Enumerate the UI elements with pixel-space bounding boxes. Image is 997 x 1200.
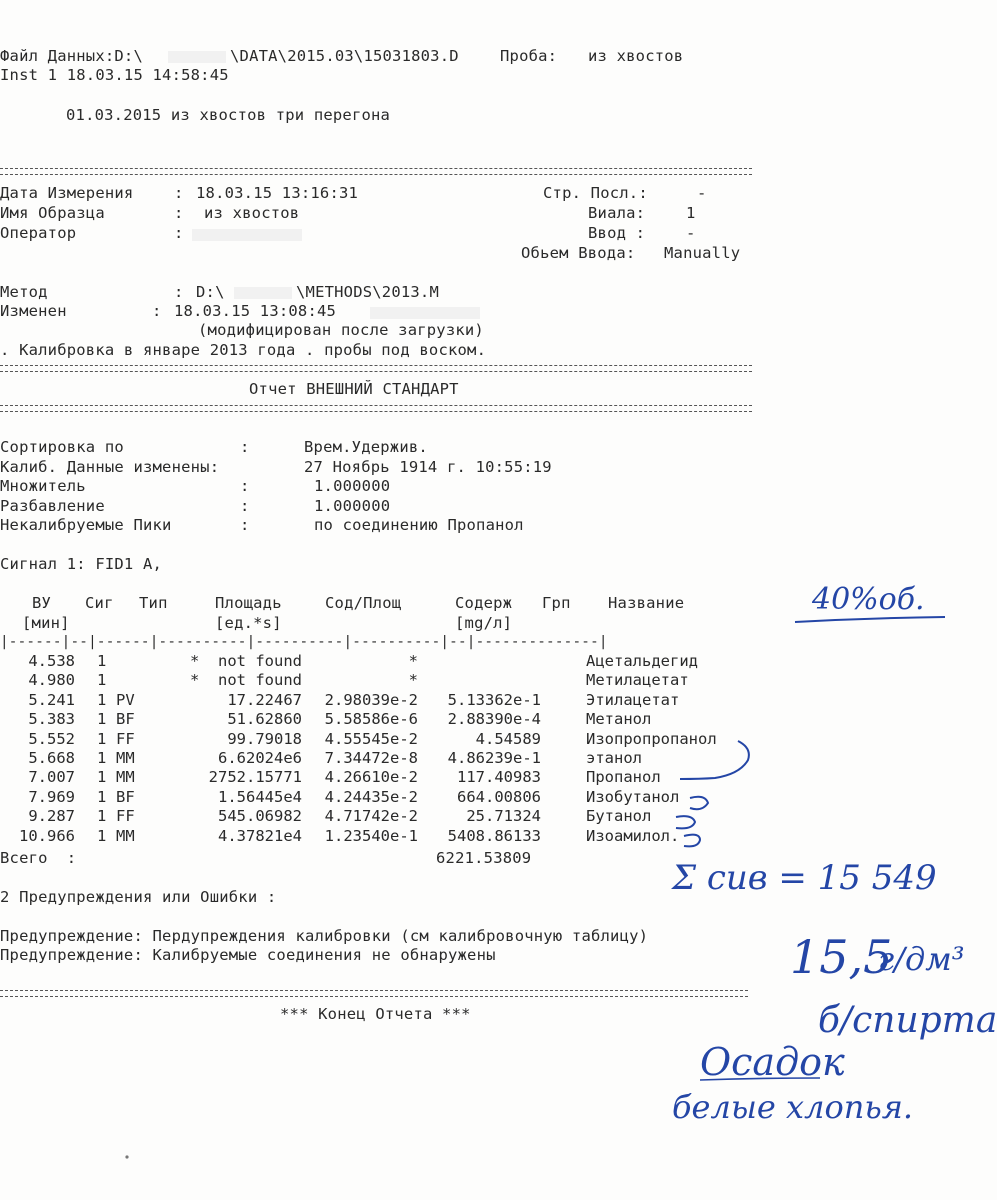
cell-amt-area: 4.55545e-2 [324,729,418,748]
cell-sig: 1 [97,787,107,806]
setting-label: Множитель [0,477,86,495]
cell-sig: 1 [97,826,107,845]
vial-value: 1 [686,204,696,222]
cell-amt-area: 4.26610e-2 [324,768,418,787]
unit-amount: [mg/л] [455,614,513,632]
cell-rt: 4.980 [28,671,75,690]
setting-value: 1.000000 [314,477,391,495]
cell-area: 6.62024e6 [218,749,302,767]
unit-rt: [мин] [22,614,70,632]
cell-area: 51.62860 [227,710,302,729]
cell-amt-area: 1.23540e-1 [324,826,418,845]
cell-amount: 664.00806 [457,787,541,806]
cell-sig: 1 [97,710,107,729]
calibration-note: . Калибровка в январе 2013 года . пробы под воском. [0,341,487,359]
sample-label: Проба: [500,47,558,65]
underline-stroke [700,1078,820,1080]
total-value: 6221.53809 [436,849,532,867]
col-header-name: Название [608,594,685,612]
handwritten-spirit: б/спирта [818,1000,997,1041]
sample-value: из хвостов [588,47,684,65]
cell-sig: 1 [97,652,107,670]
colon: : [152,302,162,320]
cell-name: этанол [586,749,642,767]
bracket-stroke [676,816,695,828]
cell-name: Метанол [586,710,652,729]
cell-rt: 5.668 [28,749,75,767]
handwritten-density-unit: г/дм³ [878,940,965,978]
cell-sig: 1 [97,768,107,787]
cell-amt-area: 2.98039e-2 [324,690,418,709]
stray-dot [125,1155,128,1158]
setting-value: Врем.Удержив. [304,438,428,456]
warnings-title: 2 Предупреждения или Ошибки : [0,888,277,906]
cell-amt-area: * [408,652,418,670]
handwritten-density: 15,5 [790,930,893,984]
injection-volume-value: Manually [664,244,741,262]
cell-name: Изопропропанол [586,729,717,748]
modified-note: (модифицирован после загрузки) [198,321,484,339]
col-header-sig: Сиг [85,594,114,612]
cell-type: MM [116,768,135,787]
method-drive: D:\ [196,283,225,301]
cell-amount: 4.86239e-1 [447,749,541,767]
cell-area: 99.79018 [227,729,302,748]
method-path: \METHODS\2013.M [296,283,439,301]
cell-amount: 5.13362e-1 [447,690,541,709]
cell-type: FF [116,729,135,748]
setting-label: Некалибруемые Пики [0,516,172,534]
colon: : [174,283,184,301]
date-label: Дата Измерения [0,184,134,202]
cell-type: BF [116,710,135,729]
col-header-group: Грп [542,594,571,612]
position-value: - [697,184,707,202]
cell-rt: 9.287 [28,807,75,826]
cell-sig: 1 [97,671,107,690]
colon: : [174,224,184,242]
cell-area: 545.06982 [218,807,302,826]
handwritten-sediment-1: Осадок [700,1040,845,1084]
colon: : [174,184,184,202]
cell-sig: 1 [97,729,107,748]
warning-line: Предупреждение: Калибруемые соединения не обнаружены [0,946,496,964]
cell-name: Ацетальдегид [586,652,698,670]
cell-name: Бутанол [586,807,652,826]
inst-line: Inst 1 18.03.15 14:58:45 [0,66,229,84]
cell-area: * not found [190,671,302,690]
cell-amt-area: * [408,671,418,690]
injection-label: Ввод : [588,224,646,242]
cell-amount: 117.40983 [457,768,541,787]
col-header-amount: Содерж [455,594,513,612]
cell-name: Метилацетат [586,671,689,690]
cell-area: * not found [190,652,302,670]
cell-area: 4.37821e4 [218,826,302,845]
colon: : [240,516,250,534]
cell-sig: 1 [97,807,107,826]
cell-rt: 7.969 [28,787,75,806]
col-header-area: Площадь [215,594,282,612]
setting-value: по соединению Пропанол [314,516,524,534]
cell-amt-area: 4.71742e-2 [324,807,418,826]
cell-amount: 2.88390e-4 [447,710,541,729]
col-header-type: Тип [139,594,168,612]
cell-name: Пропанол [586,768,661,787]
cell-rt: 7.007 [28,768,75,787]
cell-sig: 1 [97,749,107,767]
unit-area: [ед.*s] [215,614,282,632]
cell-type: MM [116,826,135,845]
cell-amt-area: 5.58586e-6 [324,710,418,729]
cell-rt: 5.552 [28,729,75,748]
total-label: Всего : [0,849,77,867]
cell-type: BF [116,787,135,806]
cell-rt: 10.966 [19,826,75,845]
operator-label: Оператор [0,224,77,242]
cell-area: 1.56445e4 [218,787,302,806]
cell-amount: 5408.86133 [447,826,541,845]
date-value: 18.03.15 13:16:31 [196,184,359,202]
cell-rt: 4.538 [28,652,75,670]
handwritten-percent: 40%об. [812,582,925,617]
cell-rt: 5.241 [28,690,75,709]
sample-name-label: Имя Образца [0,204,105,222]
table-separator: |------|--|------|----------|----------|----------|--|--------------| [0,634,608,650]
cell-amt-area: 4.24435e-2 [324,787,418,806]
cell-amt-area: 7.34472e-8 [324,749,418,767]
file-path: \DATA\2015.03\15031803.D [230,47,459,65]
method-label: Метод [0,283,48,301]
position-label: Стр. Посл.: [543,184,648,202]
underline-stroke [795,617,945,622]
cell-amount: 25.71324 [466,807,541,826]
cell-type: FF [116,807,135,826]
sample-name-value: из хвостов [204,204,300,222]
cell-rt: 5.383 [28,710,75,729]
cell-type: MM [116,749,135,767]
cell-name: Этилацетат [586,690,680,709]
cell-area: 2752.15771 [208,768,302,787]
handwritten-sum: Σ сив = 15 549 [672,858,937,898]
signal-line: Сигнал 1: FID1 A, [0,555,163,573]
injection-volume-label: Обьем Ввода: [521,244,636,262]
cell-type: PV [116,690,135,709]
colon: : [240,438,250,456]
changed-value: 18.03.15 13:08:45 [174,302,337,320]
setting-label: Калиб. Данные изменены: [0,458,220,476]
report-title: Отчет ВНЕШНИЙ СТАНДАРТ [249,380,459,398]
file-label: Файл Данных:D:\ [0,47,143,65]
setting-label: Сортировка по [0,438,124,456]
warning-line: Предупреждение: Пердупреждения калибровки (см калибровочную таблицу) [0,927,649,945]
cell-name: Изобутанол [586,787,680,806]
changed-label: Изменен [0,302,67,320]
colon: : [240,497,250,515]
end-of-report: *** Конец Отчета *** [280,1005,471,1023]
bracket-stroke [684,835,700,847]
col-header-rt: ВУ [32,594,52,612]
setting-value: 27 Ноябрь 1914 г. 10:55:19 [304,458,552,476]
sample-comment: 01.03.2015 из хвостов три перегона [66,106,391,124]
injection-value: - [686,224,696,242]
cell-area: 17.22467 [227,690,302,709]
handwritten-sediment-2: белые хлопья. [672,1088,914,1126]
setting-label: Разбавление [0,497,105,515]
cell-amount: 4.54589 [475,729,541,748]
colon: : [240,477,250,495]
bracket-stroke [690,797,708,809]
colon: : [174,204,184,222]
cell-sig: 1 [97,690,107,709]
cell-name: Изоамилол. [586,826,680,845]
setting-value: 1.000000 [314,497,391,515]
vial-label: Виала: [588,204,646,222]
bracket-stroke [680,741,749,779]
col-header-amt-area: Сод/Площ [325,594,402,612]
